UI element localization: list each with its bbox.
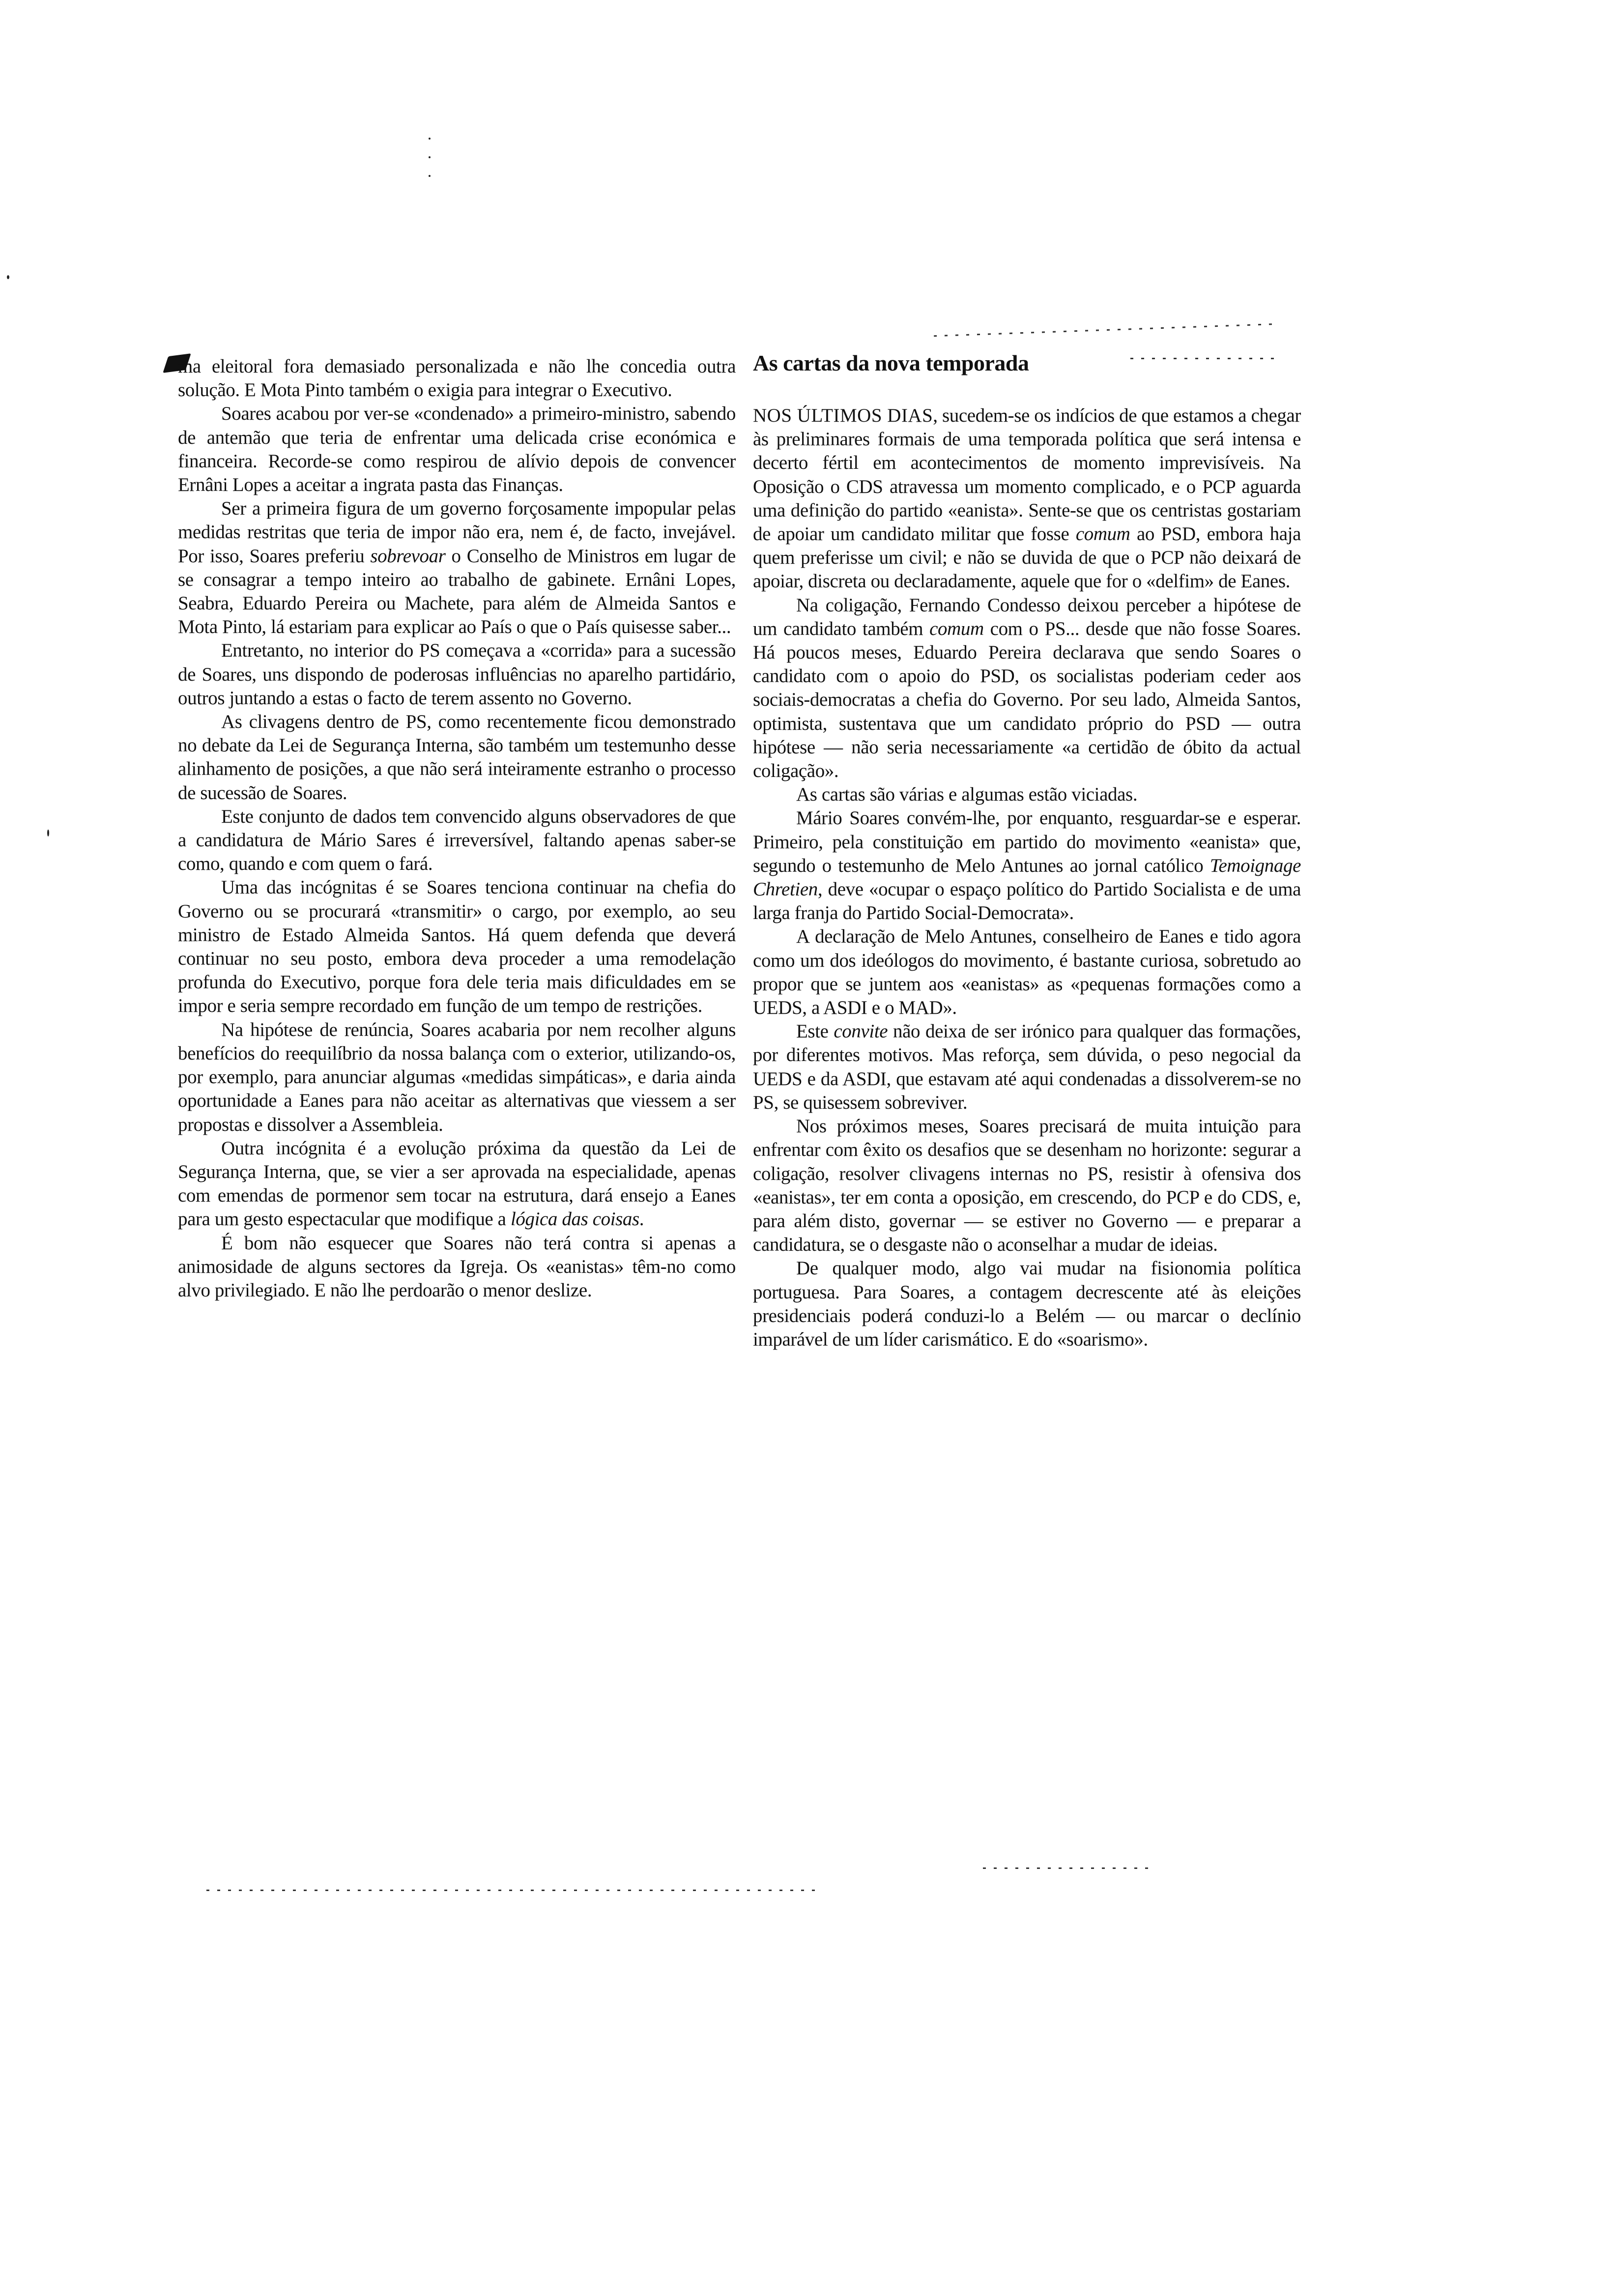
italic-text: lógica das coisas: [510, 1208, 639, 1230]
text-run: ao PSD, embora haja quem preferisse um civil; e não se duvida de que o PCP não deixará de apoiar, discreta ou declaradamente, aquele que for o «delfim» de Eanes.: [753, 523, 1301, 592]
paragraph: Uma das incógnitas é se Soares tenciona continuar na chefia do Governo ou se procurará «transmitir» o cargo, por exemplo, ao seu ministro de Estado Almeida Santos. Há quem defenda que deverá continuar no seu posto, embora deva proceder a uma remodelação profunda do Executivo, porque fora dele teria mais dificuldades em se impor e seria sempre recordado em função de um tempo de restrições.: [178, 877, 736, 1017]
scan-speck: [429, 175, 431, 177]
text-run: Na coligação, Fernando Condesso deixou perceber a hipótese de um candidato também: [753, 594, 1301, 639]
paragraph: Soares acabou por ver-se «condenado» a primeiro-ministro, sabendo de antemão que teria de enfrentar uma delicada crise económica e financeira. Recorde-se como respirou de alívio depois de convencer Ernâni Lopes a aceitar a ingrata pasta das Finanças.: [178, 403, 736, 496]
paragraph: [753, 1020, 1301, 1115]
paragraph: [753, 594, 1301, 783]
text-run: Este: [796, 1021, 834, 1042]
paragraph: Na hipótese de renúncia, Soares acabaria por nem recolher alguns benefícios do reequilíbrio da nossa balança com o exterior, utilizando-os, por exemplo, para anunciar algumas «medidas simpáticas», e daria ainda oportunidade a Eanes para não aceitar as alternativas que viessem a ser propostas e dissolver a Assembleia.: [178, 1019, 736, 1135]
paragraph: As clivagens dentro de PS, como recentemente ficou demonstrado no debate da Lei de Segurança Interna, são também um testemunho desse alinhamento de posições, a que não será inteiramente estranho o processo de sucessão de Soares.: [178, 711, 736, 804]
scan-speck: [429, 138, 431, 140]
text-run: Outra incógnita é a evolução próxima da questão da Lei de Segurança Interna, que, se vier a ser aprovada na especialidade, apenas com emendas de pormenor sem tocar na estrutura, dará ensejo a Eanes para um gesto espectacular que modifique a: [178, 1137, 736, 1230]
italic-text: comum: [929, 618, 984, 639]
paragraph: [178, 1137, 736, 1232]
paragraph: Este conjunto de dados tem convencido alguns observadores de que a candidatura de Mário Sares é irreversível, faltando apenas saber-se como, quando e com quem o fará.: [178, 805, 736, 875]
lead-in-caps: NOS ÚLTIMOS DIAS: [753, 405, 933, 426]
paragraph: [753, 806, 1301, 925]
text-run: o Conselho de Ministros em lugar de se consagrar a tempo inteiro ao trabalho de gabinete. Ernâni Lopes, Seabra, Eduardo Pereira ou Machete, para além de Almeida Santos e Mota Pinto, lá estariam para explicar ao País o que o País quisesse saber...: [178, 545, 736, 638]
paragraph: A declaração de Melo Antunes, conselheiro de Eanes e tido agora como um dos ideólogos do movimento, é bastante curiosa, sobretudo ao propor que se juntem aos «eanistas» as «pequenas formações como a UEDS, a ASDI e o MAD».: [753, 926, 1301, 1019]
scan-speck: [47, 830, 49, 836]
scan-noise-line: [983, 1867, 1155, 1869]
paragraph: Entretanto, no interior do PS começava a «corrida» para a sucessão de Soares, uns dispondo de poderosas influências no aparelho partidário, outros juntando a estas o facto de terem assento no Governo.: [178, 640, 736, 709]
italic-text: Temoignage Chretien: [753, 855, 1301, 900]
scan-speck: [7, 275, 9, 279]
left-column: [178, 355, 736, 1302]
text-run: Mário Soares convém-lhe, por enquanto, resguardar-se e esperar. Primeiro, pela constituição em partido do movimento «eanista» que, segundo o testemunho de Melo Antunes ao jornal católico: [753, 807, 1301, 876]
section-headline: As cartas da nova temporada: [753, 350, 1029, 375]
paragraph: Nos próximos meses, Soares precisará de muita intuição para enfrentar com êxito os desafios que se desenham no horizonte: segurar a coligação, resolver clivagens internas no PS, resistir à ofensiva dos «eanistas», ter em conta a oposição, em crescendo, do PCP e do CDS, e, para além disto, governar — se estiver no Governo — e preparar a candidatura, se o desgaste não o aconselhar a mudar de ideias.: [753, 1116, 1301, 1256]
right-column: [753, 404, 1301, 1351]
text-run: .: [639, 1208, 644, 1230]
italic-text: convite: [834, 1021, 888, 1042]
paragraph: [178, 497, 736, 639]
text-run: com o PS... desde que não fosse Soares. Há poucos meses, Eduardo Pereira declarava que sendo Soares o candidato com o apoio do PSD, os socialistas poderiam ceder aos sociais-democratas a chefia do Governo. Por seu lado, Almeida Santos, optimista, sustentava que um candidato próprio do PSD — outra hipótese — não seria necessariamente «a certidão de óbito da actual coligação».: [753, 618, 1301, 782]
scan-speck: [429, 156, 431, 158]
paragraph: ma eleitoral fora demasiado personalizada e não lhe concedia outra solução. E Mota Pinto também o exigia para integrar o Executivo.: [178, 356, 736, 401]
text-run: , deve «ocupar o espaço político do Partido Socialista e de uma larga franja do Partido Social-Democrata».: [753, 879, 1301, 924]
text-run: , sucedem-se os indícios de que estamos a chegar às preliminares formais de uma temporada política que será intensa e decerto fértil em acontecimentos de momento imprevisíveis. Na Oposição o CDS atravessa um momento complicado, e o PCP aguarda uma definição do partido «eanista». Sente-se que os centristas gostariam de apoiar um candidato militar que fosse: [753, 405, 1301, 545]
paragraph: As cartas são várias e algumas estão viciadas.: [796, 784, 1138, 805]
paragraph: De qualquer modo, algo vai mudar na fisionomia política portuguesa. Para Soares, a contagem decrescente até às eleições presidenciais poderá conduzi-lo a Belém — ou marcar o declínio imparável de um líder carismático. E do «soarismo».: [753, 1258, 1301, 1350]
italic-text: sobrevoar: [370, 545, 446, 567]
paragraph: É bom não esquecer que Soares não terá contra si apenas a animosidade de alguns sectores da Igreja. Os «eanistas» têm-no como alvo privilegiado. E não lhe perdoarão o menor deslize.: [178, 1232, 736, 1301]
text-run: Ser a primeira figura de um governo forçosamente impopular pelas medidas restritas que teria de impor não era, nem é, de facto, invejável. Por isso, Soares preferiu: [178, 498, 736, 567]
italic-text: comum: [1075, 523, 1130, 545]
text-run: não deixa de ser irónico para qualquer das formações, por diferentes motivos. Mas reforça, sem dúvida, o peso negocial da UEDS e da ASDI, que estavam até aqui condenadas a dissolverem-se no PS, se quisessem sobreviver.: [753, 1021, 1301, 1113]
scan-noise-line: [1130, 358, 1278, 359]
scan-noise-line: [206, 1890, 821, 1891]
scan-noise-line: [934, 323, 1278, 337]
paragraph: [753, 404, 1301, 594]
